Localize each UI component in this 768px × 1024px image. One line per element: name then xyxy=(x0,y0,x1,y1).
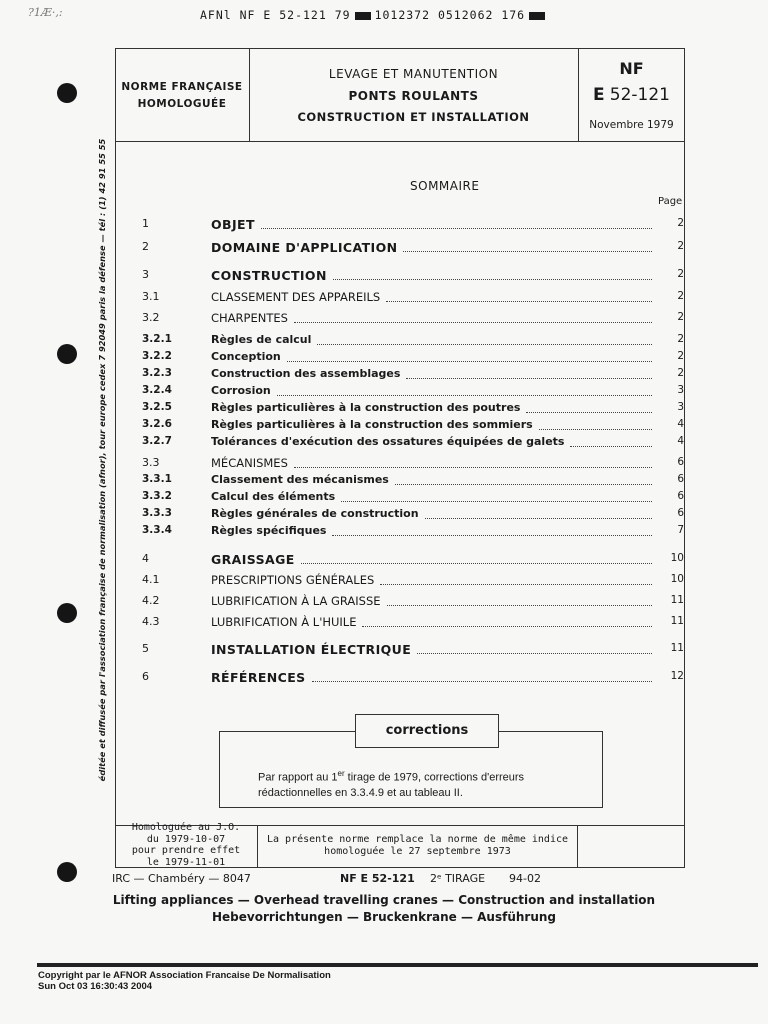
document-header xyxy=(115,48,685,142)
toc-entry-page: 10 xyxy=(670,552,684,564)
corrections-title: corrections xyxy=(355,714,499,748)
toc-entry-number: 3.3.3 xyxy=(142,507,172,519)
norm-code-prefix: E xyxy=(593,85,605,105)
toc-leader-dots xyxy=(539,429,652,430)
toc-entry xyxy=(0,573,768,589)
toc-leader-dots xyxy=(341,501,652,502)
toc-entry-page: 2 xyxy=(677,350,684,362)
toc-leader-dots xyxy=(362,626,652,627)
punch-hole xyxy=(57,862,77,882)
toc-entry-page: 11 xyxy=(670,594,684,606)
copyright-line-2: Sun Oct 03 16:30:43 2004 xyxy=(38,981,153,992)
toc-entry-label: Classement des mécanismes xyxy=(211,473,389,486)
toc-entry-label: LUBRIFICATION À L'HUILE xyxy=(211,615,357,629)
toc-entry-page: 2 xyxy=(677,290,684,302)
toc-entry-label: Règles particulières à la construction des poutres xyxy=(211,401,521,414)
toc-entry xyxy=(0,367,768,383)
print-header-line xyxy=(200,8,549,22)
toc-entry-page: 11 xyxy=(670,642,684,654)
toc-entry-number: 4 xyxy=(142,552,149,565)
toc-entry-number: 3.2.1 xyxy=(142,333,172,345)
toc-leader-dots xyxy=(333,279,652,280)
toc-entry-page: 2 xyxy=(677,240,684,252)
toc-leader-dots xyxy=(294,467,652,468)
toc-entry-label: OBJET xyxy=(211,217,255,232)
toc-entry-label: MÉCANISMES xyxy=(211,456,288,470)
toc-entry-number: 3.2.6 xyxy=(142,418,172,430)
toc-entry-label: Règles générales de construction xyxy=(211,507,419,520)
copyright-notice xyxy=(38,970,331,992)
toc-entry-label: Conception xyxy=(211,350,281,363)
header-norme-cell xyxy=(115,49,250,141)
toc-entry xyxy=(0,490,768,506)
toc-entry-page: 11 xyxy=(670,615,684,627)
toc-entry xyxy=(0,507,768,523)
toc-entry xyxy=(0,268,768,284)
toc-leader-dots xyxy=(526,412,652,413)
toc-entry-number: 3 xyxy=(142,268,149,281)
toc-entry-number: 1 xyxy=(142,217,149,230)
toc-entry-number: 2 xyxy=(142,240,149,253)
toc-leader-dots xyxy=(425,518,652,519)
toc-entry-label: Corrosion xyxy=(211,384,271,397)
toc-entry-label: Tolérances d'exécution des ossatures équipées de galets xyxy=(211,435,565,448)
toc-leader-dots xyxy=(403,251,652,252)
toc-entry-page: 2 xyxy=(677,268,684,280)
toc-leader-dots xyxy=(417,653,652,654)
toc-entry xyxy=(0,615,768,631)
barcode-block xyxy=(355,12,371,20)
toc-entry-number: 3.2.5 xyxy=(142,401,172,413)
toc-entry xyxy=(0,418,768,434)
toc-entry xyxy=(0,670,768,686)
footer-norm-ref: NF E 52-121 xyxy=(340,872,415,885)
toc-entry xyxy=(0,311,768,327)
toc-leader-dots xyxy=(261,228,652,229)
toc-entry-page: 7 xyxy=(677,524,684,536)
toc-entry-label: Règles spécifiques xyxy=(211,524,327,537)
norm-code-number: 52-121 xyxy=(609,85,670,105)
corrections-line-1: Par rapport au 1er tirage de 1979, corrections d'erreurs xyxy=(258,769,525,784)
toc-leader-dots xyxy=(570,446,652,447)
toc-entry-number: 3.3.4 xyxy=(142,524,172,536)
toc-entry xyxy=(0,333,768,349)
toc-entry xyxy=(0,217,768,233)
norme-francaise-label: NORME FRANÇAISE xyxy=(121,81,243,93)
copyright-line-1: Copyright par le AFNOR Association Francaise De Normalisation xyxy=(38,970,331,981)
toc-entry-number: 3.2.3 xyxy=(142,367,172,379)
toc-page-header: Page xyxy=(658,196,683,207)
toc-entry-label: Construction des assemblages xyxy=(211,367,401,380)
toc-leader-dots xyxy=(387,605,652,606)
toc-entry-number: 4.2 xyxy=(142,594,160,607)
title-line-3: CONSTRUCTION ET INSTALLATION xyxy=(297,110,530,124)
toc-leader-dots xyxy=(332,535,652,536)
toc-entry-label: RÉFÉRENCES xyxy=(211,670,306,685)
toc-entry-label: CLASSEMENT DES APPAREILS xyxy=(211,290,381,304)
toc-entry-number: 4.1 xyxy=(142,573,160,586)
toc-entry xyxy=(0,290,768,306)
corrections-line-2: rédactionnelles en 3.3.4.9 et au tableau II. xyxy=(258,786,463,799)
toc-leader-dots xyxy=(301,563,652,564)
toc-leader-dots xyxy=(312,681,652,682)
toc-entry-page: 3 xyxy=(677,384,684,396)
toc-entry-label: Règles particulières à la construction des sommiers xyxy=(211,418,533,431)
replacement-note: La présente norme remplace la norme de même indice homologuée le 27 septembre 1973 xyxy=(266,834,569,857)
nf-label: NF xyxy=(619,59,644,78)
toc-entry-number: 4.3 xyxy=(142,615,160,628)
homologuee-label: HOMOLOGUÉE xyxy=(137,98,227,110)
toc-entry-page: 6 xyxy=(677,507,684,519)
toc-entry-label: CONSTRUCTION xyxy=(211,268,327,283)
footer-tirage-date: 94-02 xyxy=(509,872,541,885)
print-header-left: AFNl NF E 52-121 79 xyxy=(200,8,351,22)
punch-hole xyxy=(57,83,77,103)
toc-entry-number: 3.2.7 xyxy=(142,435,172,447)
toc-entry-number: 3.2.4 xyxy=(142,384,172,396)
toc-entry-page: 2 xyxy=(677,217,684,229)
german-title: Hebevorrichtungen — Bruckenkrane — Ausführung xyxy=(212,910,556,924)
toc-entry-label: GRAISSAGE xyxy=(211,552,295,567)
norm-code xyxy=(578,85,685,105)
handwritten-scribble: ?1Æ·,: xyxy=(28,6,63,19)
barcode-block xyxy=(529,12,545,20)
toc-entry-label: Calcul des éléments xyxy=(211,490,336,503)
print-header-mid: 1012372 0512062 176 xyxy=(374,8,526,22)
toc-leader-dots xyxy=(380,584,652,585)
toc-leader-dots xyxy=(395,484,652,485)
toc-entry-number: 3.1 xyxy=(142,290,160,303)
copyright-rule xyxy=(37,963,758,967)
toc-leader-dots xyxy=(317,344,652,345)
toc-entry-page: 6 xyxy=(677,490,684,502)
toc-entry-page: 6 xyxy=(677,456,684,468)
toc-entry xyxy=(0,552,768,568)
toc-title: SOMMAIRE xyxy=(410,179,480,193)
toc-entry-page: 3 xyxy=(677,401,684,413)
toc-leader-dots xyxy=(386,301,652,302)
toc-entry-number: 3.3.2 xyxy=(142,490,172,502)
english-title: Lifting appliances — Overhead travelling cranes — Construction and installation xyxy=(112,893,656,907)
toc-entry-label: Règles de calcul xyxy=(211,333,312,346)
publisher-side-text-content: éditée et diffusée par l'association française de normalisation (afnor), tour europe cedex 7 92049 paris la défense — tél : (1) 42 91 55 55 xyxy=(97,138,107,782)
header-title-cell xyxy=(249,49,579,141)
toc-leader-dots xyxy=(294,322,652,323)
toc-entry-page: 2 xyxy=(677,367,684,379)
toc-entry xyxy=(0,384,768,400)
toc-entry-number: 3.2.2 xyxy=(142,350,172,362)
toc-entry xyxy=(0,435,768,451)
toc-entry-number: 3.3.1 xyxy=(142,473,172,485)
toc-entry-label: DOMAINE D'APPLICATION xyxy=(211,240,398,255)
title-line-2: PONTS ROULANTS xyxy=(348,89,479,103)
toc-entry-label: LUBRIFICATION À LA GRAISSE xyxy=(211,594,381,608)
toc-entry-label: INSTALLATION ÉLECTRIQUE xyxy=(211,642,412,657)
toc-entry-page: 12 xyxy=(670,670,684,682)
toc-entry-number: 3.3 xyxy=(142,456,160,469)
toc-leader-dots xyxy=(277,395,652,396)
toc-entry xyxy=(0,594,768,610)
title-line-1: LEVAGE ET MANUTENTION xyxy=(328,67,499,81)
toc-entry xyxy=(0,524,768,540)
homologation-info: Homologuée au J.O. du 1979-10-07 pour prendre effet le 1979-11-01 xyxy=(131,822,241,868)
toc-leader-dots xyxy=(287,361,652,362)
toc-leader-dots xyxy=(406,378,652,379)
norm-date: Novembre 1979 xyxy=(589,119,674,131)
toc-entry xyxy=(0,401,768,417)
toc-entry xyxy=(0,350,768,366)
toc-entry xyxy=(0,642,768,658)
toc-entry-number: 6 xyxy=(142,670,149,683)
bottom-cell-divider xyxy=(577,825,578,868)
toc-entry-page: 2 xyxy=(677,311,684,323)
footer-tirage: 2ᵉ TIRAGE xyxy=(430,872,486,885)
toc-entry-label: PRESCRIPTIONS GÉNÉRALES xyxy=(211,573,375,587)
toc-entry xyxy=(0,240,768,256)
toc-entry-page: 10 xyxy=(670,573,684,585)
toc-entry-page: 6 xyxy=(677,473,684,485)
title-translations xyxy=(0,892,768,926)
toc-entry xyxy=(0,473,768,489)
toc-entry-number: 5 xyxy=(142,642,149,655)
irc-label: IRC — Chambéry — 8047 xyxy=(112,872,251,885)
toc-entry xyxy=(0,456,768,472)
toc-entry-page: 4 xyxy=(677,418,684,430)
toc-entry-page: 2 xyxy=(677,333,684,345)
footer-reference-row xyxy=(112,872,712,885)
toc-entry-label: CHARPENTES xyxy=(211,311,288,325)
toc-entry-number: 3.2 xyxy=(142,311,160,324)
corrections-text xyxy=(258,766,524,801)
toc-entry-page: 4 xyxy=(677,435,684,447)
header-code-cell xyxy=(578,49,685,141)
